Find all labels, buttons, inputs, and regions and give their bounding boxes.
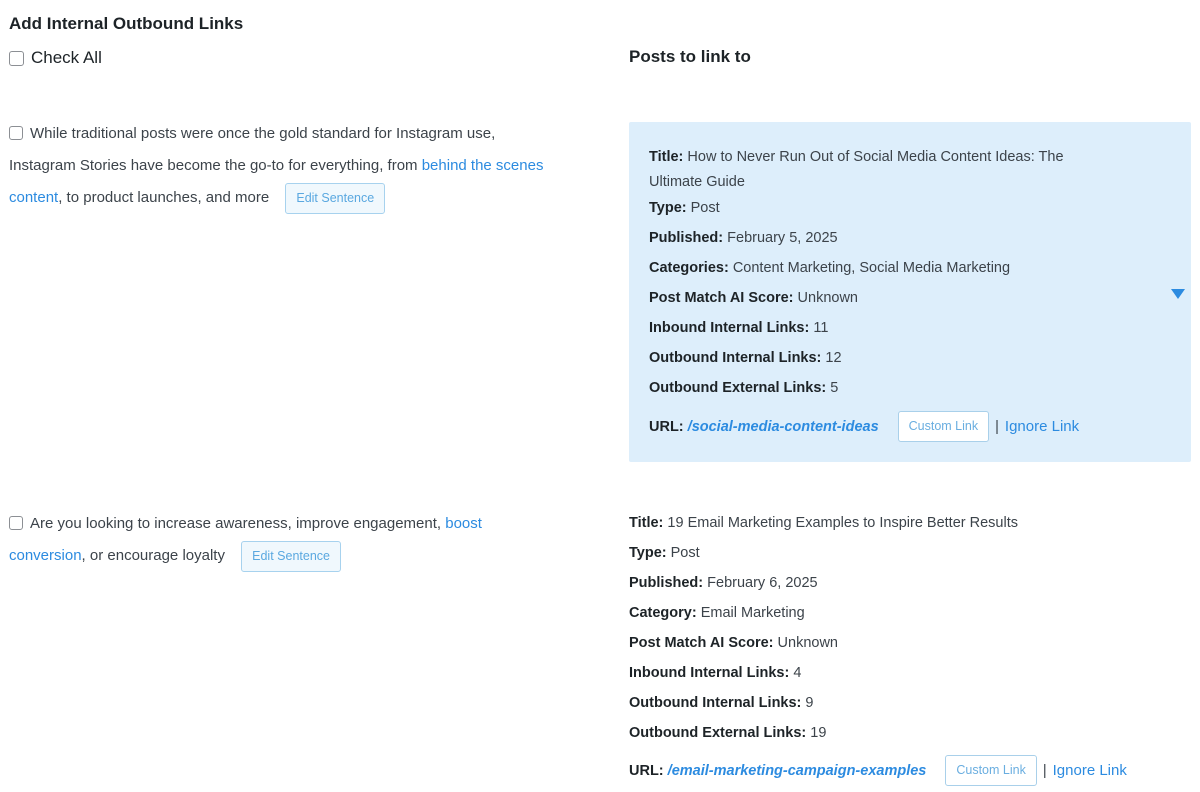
- custom-link-button[interactable]: Custom Link: [898, 411, 989, 442]
- post-outbound-external: 5: [830, 380, 839, 396]
- outbound-external-label: Outbound External Links:: [649, 380, 827, 396]
- post-type: Post: [690, 200, 720, 216]
- post-published: February 5, 2025: [727, 230, 838, 246]
- post-type: Post: [670, 545, 700, 561]
- check-all-checkbox[interactable]: [9, 51, 24, 66]
- post-type-row: [629, 545, 700, 561]
- post-card-selected[interactable]: [629, 122, 1191, 462]
- sentence-text-end: , or encourage loyalty: [81, 547, 225, 564]
- edit-sentence-button[interactable]: Edit Sentence: [285, 183, 385, 214]
- post-score: Unknown: [777, 635, 838, 651]
- url-label: URL:: [649, 418, 684, 435]
- link-separator: |: [995, 418, 999, 435]
- title-label: Title:: [629, 515, 664, 531]
- page-title: Add Internal Outbound Links: [9, 14, 244, 33]
- post-published-row: [649, 230, 838, 246]
- score-label: Post Match AI Score:: [649, 290, 794, 306]
- sentence-text: While traditional posts were once the gold standard for Instagram use, Instagram Stories have become the go-to for everything, from: [9, 125, 496, 174]
- post-categories-row: [649, 260, 1010, 276]
- post-outbound-external-row: [629, 725, 826, 741]
- suggestion-sentence: [9, 508, 549, 572]
- outbound-internal-label: Outbound Internal Links:: [649, 350, 822, 366]
- post-url-link[interactable]: /email-marketing-campaign-examples: [667, 762, 927, 779]
- title-label: Title:: [649, 149, 684, 165]
- check-all-label: Check All: [31, 48, 102, 67]
- post-outbound-internal: 12: [825, 350, 842, 366]
- sentence-anchor-link[interactable]: boost conversion: [9, 515, 482, 564]
- type-label: Type:: [629, 545, 667, 561]
- post-score: Unknown: [797, 290, 858, 306]
- post-inbound: 4: [793, 665, 802, 681]
- ignore-link[interactable]: Ignore Link: [1004, 418, 1080, 435]
- published-label: Published:: [629, 575, 704, 591]
- post-url-link[interactable]: /social-media-content-ideas: [687, 418, 879, 435]
- post-categories-row: [629, 605, 805, 621]
- inbound-label: Inbound Internal Links:: [629, 665, 790, 681]
- post-title: 19 Email Marketing Examples to Inspire Better Results: [667, 515, 1018, 531]
- suggestion-sentence: [9, 118, 549, 214]
- posts-heading: Posts to link to: [629, 47, 751, 66]
- sentence-text: Are you looking to increase awareness, improve engagement,: [30, 515, 446, 532]
- type-label: Type:: [649, 200, 687, 216]
- post-inbound: 11: [813, 320, 829, 336]
- post-inbound-row: [649, 320, 828, 336]
- outbound-internal-label: Outbound Internal Links:: [629, 695, 802, 711]
- categories-label: Categories:: [649, 260, 729, 276]
- ignore-link[interactable]: Ignore Link: [1052, 762, 1127, 779]
- post-url-row: [629, 755, 1127, 786]
- post-title-row: [629, 515, 1018, 531]
- sentence-anchor-link[interactable]: behind the scenes content: [9, 157, 544, 206]
- post-card[interactable]: [629, 512, 1191, 792]
- post-outbound-external-row: [649, 380, 838, 396]
- post-outbound-internal: 9: [805, 695, 814, 711]
- post-score-row: [629, 635, 838, 651]
- custom-link-button[interactable]: Custom Link: [945, 755, 1036, 786]
- post-published: February 6, 2025: [707, 575, 818, 591]
- link-separator: |: [1042, 762, 1047, 779]
- sentence-checkbox[interactable]: [9, 126, 23, 140]
- post-inbound-row: [629, 665, 801, 681]
- sentence-text-end: , to product launches, and more: [58, 189, 270, 206]
- published-label: Published:: [649, 230, 724, 246]
- inbound-label: Inbound Internal Links:: [649, 320, 810, 336]
- outbound-external-label: Outbound External Links:: [629, 725, 807, 741]
- post-categories: Content Marketing, Social Media Marketing: [732, 260, 1011, 276]
- post-outbound-internal-row: [649, 350, 842, 366]
- check-all-control[interactable]: [9, 48, 102, 68]
- post-outbound-internal-row: [629, 695, 814, 711]
- categories-label: Category:: [629, 605, 697, 621]
- post-type-row: [649, 200, 720, 216]
- edit-sentence-button[interactable]: Edit Sentence: [241, 541, 341, 572]
- sentence-checkbox[interactable]: [9, 516, 23, 530]
- score-label: Post Match AI Score:: [629, 635, 774, 651]
- url-label: URL:: [629, 762, 664, 779]
- post-score-row: [649, 290, 858, 306]
- post-title: How to Never Run Out of Social Media Content Ideas: The Ultimate Guide: [649, 149, 1064, 190]
- post-outbound-external: 19: [810, 725, 827, 741]
- post-title-row: [649, 145, 1119, 195]
- post-categories: Email Marketing: [700, 605, 805, 621]
- post-published-row: [629, 575, 818, 591]
- post-url-row: [649, 411, 1079, 442]
- caret-down-icon[interactable]: [1171, 289, 1185, 299]
